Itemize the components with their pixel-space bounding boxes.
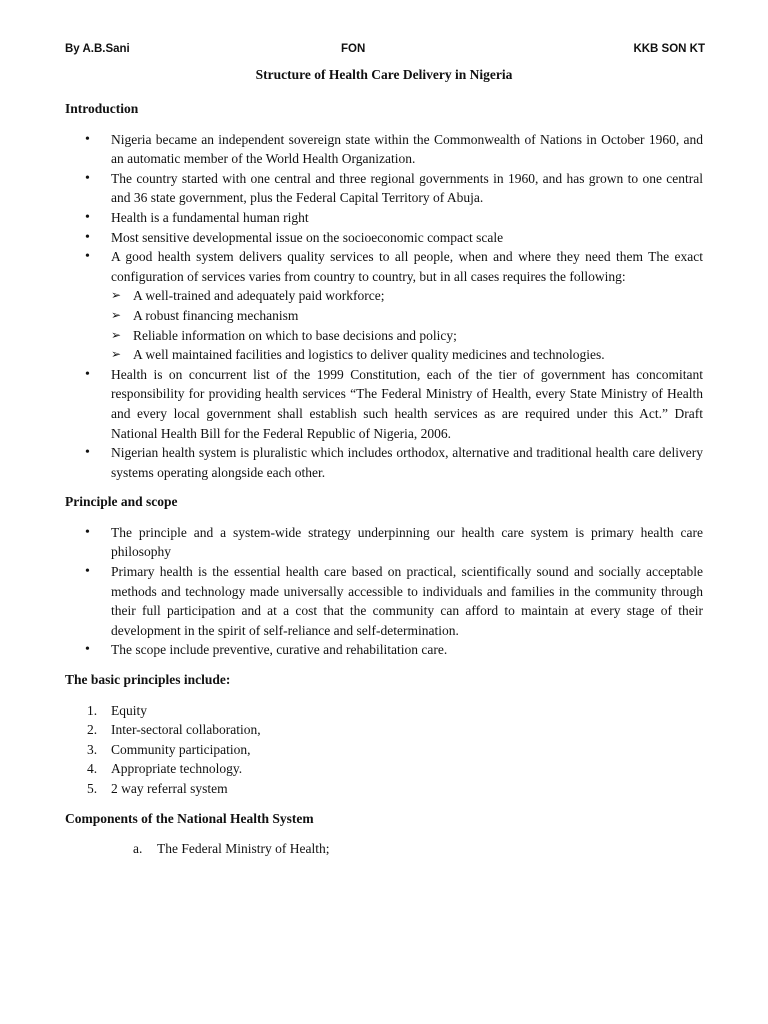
page-header (65, 43, 705, 61)
list-item (65, 247, 703, 365)
requirement-text: A robust financing mechanism (133, 307, 299, 323)
components-heading: Components of the National Health System (65, 810, 314, 826)
list-item (65, 169, 703, 208)
list-item (65, 523, 703, 562)
item-number: 5. (87, 781, 98, 796)
principle-scope-list (65, 523, 703, 660)
requirement-text: A well maintained facilities and logistics to deliver quality medicines and technologies. (133, 347, 605, 363)
list-item-text: A good health system delivers quality services to all people, when and where they need them The exact configuration of services varies from country to country, but in all cases requires the following: (111, 249, 703, 284)
page-title: Structure of Health Care Delivery in Nigeria (255, 67, 513, 82)
item-text: 2 way referral system (111, 781, 228, 796)
list-item (65, 640, 703, 660)
item-text: The Federal Ministry of Health; (157, 841, 330, 857)
item-text: Community participation, (111, 741, 251, 757)
list-item-text: Most sensitive developmental issue on the socioeconomic compact scale (111, 229, 504, 245)
numbered-item (65, 759, 703, 779)
list-item-text: The scope include preventive, curative and rehabilitation care. (111, 642, 448, 658)
list-item-text: Nigerian health system is pluralistic which includes orthodox, alternative and traditional health care delivery systems operating alongside each other. (111, 445, 703, 480)
requirement-item (111, 345, 703, 365)
list-item (65, 208, 703, 228)
list-item (65, 443, 703, 482)
requirement-item (111, 306, 703, 326)
numbered-item (65, 701, 703, 721)
requirements-list (111, 286, 703, 364)
list-item-text: Health is a fundamental human right (111, 209, 309, 225)
numbered-item (65, 779, 703, 799)
introduction-heading: Introduction (65, 101, 139, 116)
numbered-item (65, 740, 703, 760)
list-item-text: Health is on concurrent list of the 1999 Constitution, each of the tier of government has concomitant responsibility for providing health services “The Federal Ministry of Health, every State Ministry of Health and every local government shall establish such health services as are required under this Act.” Draft National Health Bill for the Federal Republic of Nigeria, 2006. (111, 366, 703, 441)
introduction-list (65, 130, 703, 483)
list-item-text: The principle and a system-wide strategy underpinning our health care system is primary health care philosophy (111, 524, 703, 560)
principle-scope-heading: Principle and scope (65, 494, 178, 510)
header-author: By A.B.Sani (65, 43, 130, 55)
lettered-item (65, 839, 703, 859)
list-item-text: Primary health is the essential health care based on practical, scientifically sound and socially acceptable methods and technology made universally accessible to individuals and families in the community through their full participation and at a cost that the community can afford to maintain at every stage of their development in the spirit of self-reliance and self-determination. (111, 564, 703, 638)
item-text: Inter-sectoral collaboration, (111, 722, 261, 738)
requirement-item (111, 326, 703, 346)
list-item-text: Nigeria became an independent sovereign state within the Commonwealth of Nations in October 1960, and an automatic member of the World Health Organization. (111, 131, 703, 167)
components-list (65, 839, 703, 859)
basic-principles-heading: The basic principles include: (65, 672, 231, 688)
list-item (65, 365, 703, 443)
list-item (65, 130, 703, 169)
item-letter: a. (133, 841, 143, 857)
basic-principles-list (65, 701, 703, 799)
item-text: Equity (111, 702, 147, 718)
item-number: 3. (87, 741, 98, 757)
header-center: FON (341, 43, 366, 55)
list-item (65, 562, 703, 640)
list-item (65, 228, 703, 248)
numbered-item (65, 720, 703, 740)
item-number: 4. (87, 761, 98, 777)
header-right: KKB SON KT (633, 43, 705, 55)
requirement-item (111, 286, 703, 306)
document-body (65, 99, 703, 859)
item-number: 1. (87, 702, 98, 718)
item-text: Appropriate technology. (111, 761, 243, 777)
item-number: 2. (87, 722, 98, 738)
requirement-text: Reliable information on which to base decisions and policy; (133, 327, 457, 343)
requirement-text: A well-trained and adequately paid workforce; (133, 288, 385, 304)
list-item-text: The country started with one central and three regional governments in 1960, and has grown to one central and 36 state government, plus the Federal Capital Territory of Abuja. (111, 170, 703, 206)
